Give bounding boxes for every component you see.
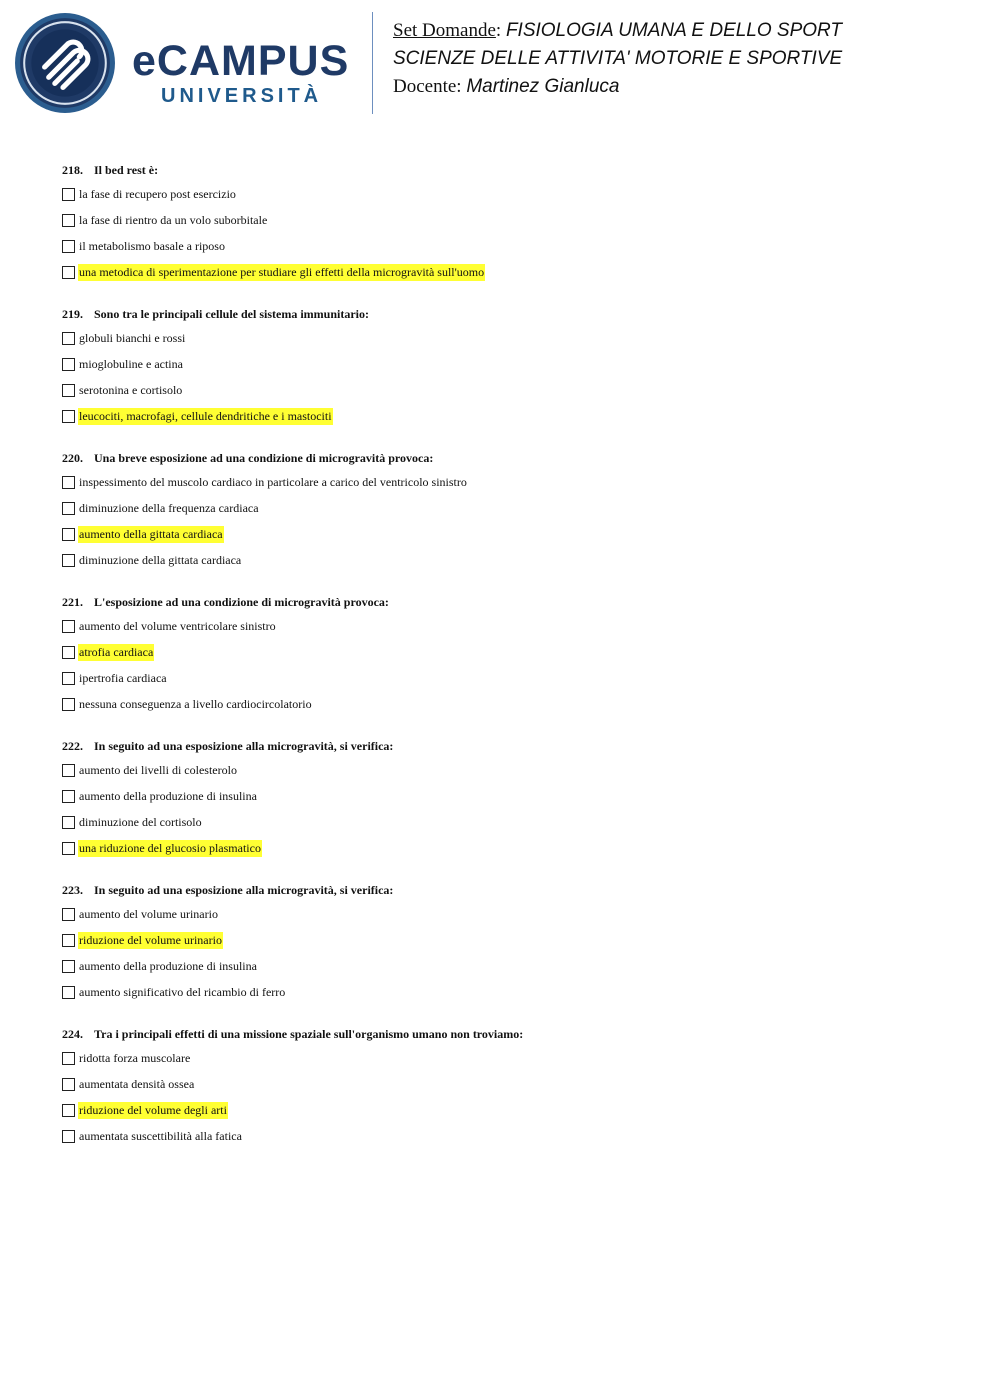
university-seal-icon bbox=[14, 12, 116, 114]
question-block bbox=[62, 735, 942, 861]
option-text: aumento della gittata cardiaca bbox=[79, 526, 223, 541]
option-text: il metabolismo basale a riposo bbox=[79, 238, 225, 253]
checkbox-icon[interactable] bbox=[62, 188, 75, 201]
answer-option[interactable] bbox=[62, 469, 942, 495]
checkbox-icon[interactable] bbox=[62, 476, 75, 489]
checkbox-icon[interactable] bbox=[62, 502, 75, 515]
question-block bbox=[62, 159, 942, 285]
question-title bbox=[62, 159, 942, 181]
checkbox-icon[interactable] bbox=[62, 908, 75, 921]
answer-option[interactable] bbox=[62, 783, 942, 809]
question-text: Una breve esposizione ad una condizione di microgravità provoca: bbox=[94, 451, 434, 465]
universita-wordmark: UNIVERSITÀ bbox=[161, 85, 323, 107]
question-list bbox=[62, 159, 942, 1167]
answer-option[interactable] bbox=[62, 1071, 942, 1097]
answer-option[interactable] bbox=[62, 809, 942, 835]
degree-title: SCIENZE DELLE ATTIVITA' MOTORIE E SPORTIVE bbox=[393, 48, 843, 69]
question-text: Il bed rest è: bbox=[94, 163, 159, 177]
checkbox-icon[interactable] bbox=[62, 790, 75, 803]
checkbox-icon[interactable] bbox=[62, 266, 75, 279]
answer-option[interactable] bbox=[62, 325, 942, 351]
option-text: ipertrofia cardiaca bbox=[79, 670, 167, 685]
answer-option-correct[interactable] bbox=[62, 403, 942, 429]
question-text: In seguito ad una esposizione alla microgravità, si verifica: bbox=[94, 739, 394, 753]
teacher-name: Martinez Gianluca bbox=[466, 76, 620, 97]
answer-option[interactable] bbox=[62, 1045, 942, 1071]
checkbox-icon[interactable] bbox=[62, 214, 75, 227]
option-text: la fase di recupero post esercizio bbox=[79, 186, 236, 201]
option-text: diminuzione della gittata cardiaca bbox=[79, 552, 242, 567]
answer-option-correct[interactable] bbox=[62, 927, 942, 953]
answer-option-correct[interactable] bbox=[62, 835, 942, 861]
ecampus-wordmark: eCAMPUS bbox=[132, 37, 350, 85]
course-title: FISIOLOGIA UMANA E DELLO SPORT bbox=[505, 20, 843, 41]
option-text: mioglobuline e actina bbox=[79, 356, 183, 371]
question-number: 220. bbox=[62, 451, 83, 465]
answer-option[interactable] bbox=[62, 665, 942, 691]
question-title bbox=[62, 303, 942, 325]
checkbox-icon[interactable] bbox=[62, 842, 75, 855]
checkbox-icon[interactable] bbox=[62, 960, 75, 973]
option-text: inspessimento del muscolo cardiaco in particolare a carico del ventricolo sinistro bbox=[79, 474, 467, 489]
question-title bbox=[62, 1023, 942, 1045]
question-number: 219. bbox=[62, 307, 83, 321]
checkbox-icon[interactable] bbox=[62, 620, 75, 633]
answer-option-correct[interactable] bbox=[62, 639, 942, 665]
set-label: Set Domande bbox=[393, 20, 496, 41]
checkbox-icon[interactable] bbox=[62, 384, 75, 397]
checkbox-icon[interactable] bbox=[62, 332, 75, 345]
answer-option[interactable] bbox=[62, 979, 942, 1005]
question-text: Sono tra le principali cellule del sistema immunitario: bbox=[94, 307, 369, 321]
option-text: aumento del volume urinario bbox=[79, 906, 218, 921]
set-title-line: Set Domande: FISIOLOGIA UMANA E DELLO SPORT bbox=[393, 20, 843, 41]
checkbox-icon[interactable] bbox=[62, 764, 75, 777]
question-number: 218. bbox=[62, 163, 83, 177]
answer-option[interactable] bbox=[62, 691, 942, 717]
checkbox-icon[interactable] bbox=[62, 528, 75, 541]
teacher-line bbox=[393, 75, 619, 99]
question-block bbox=[62, 879, 942, 1005]
question-number: 222. bbox=[62, 739, 83, 753]
option-text: atrofia cardiaca bbox=[79, 644, 154, 659]
answer-option[interactable] bbox=[62, 1123, 942, 1149]
header-divider bbox=[372, 12, 373, 114]
answer-option[interactable] bbox=[62, 953, 942, 979]
answer-option-correct[interactable] bbox=[62, 521, 942, 547]
answer-option[interactable] bbox=[62, 757, 942, 783]
checkbox-icon[interactable] bbox=[62, 240, 75, 253]
option-text: ridotta forza muscolare bbox=[79, 1050, 191, 1065]
option-text: aumento significativo del ricambio di ferro bbox=[79, 984, 286, 999]
option-text: una metodica di sperimentazione per studiare gli effetti della microgravità sull'uomo bbox=[79, 264, 485, 279]
option-text: aumento della produzione di insulina bbox=[79, 788, 257, 803]
answer-option[interactable] bbox=[62, 207, 942, 233]
answer-option[interactable] bbox=[62, 495, 942, 521]
answer-option[interactable] bbox=[62, 181, 942, 207]
checkbox-icon[interactable] bbox=[62, 410, 75, 423]
option-text: riduzione del volume degli arti bbox=[79, 1102, 227, 1117]
question-block bbox=[62, 447, 942, 573]
option-text: riduzione del volume urinario bbox=[79, 932, 222, 947]
question-block bbox=[62, 1023, 942, 1149]
checkbox-icon[interactable] bbox=[62, 358, 75, 371]
answer-option[interactable] bbox=[62, 233, 942, 259]
question-title bbox=[62, 447, 942, 469]
question-block bbox=[62, 591, 942, 717]
checkbox-icon[interactable] bbox=[62, 934, 75, 947]
question-text: In seguito ad una esposizione alla microgravità, si verifica: bbox=[94, 883, 394, 897]
question-number: 224. bbox=[62, 1027, 83, 1041]
option-text: la fase di rientro da un volo suborbitale bbox=[79, 212, 268, 227]
option-text: una riduzione del glucosio plasmatico bbox=[79, 840, 261, 855]
checkbox-icon[interactable] bbox=[62, 986, 75, 999]
checkbox-icon[interactable] bbox=[62, 1130, 75, 1143]
degree-line bbox=[393, 47, 842, 71]
answer-option-correct[interactable] bbox=[62, 259, 942, 285]
answer-option-correct[interactable] bbox=[62, 1097, 942, 1123]
checkbox-icon[interactable] bbox=[62, 554, 75, 567]
checkbox-icon[interactable] bbox=[62, 816, 75, 829]
question-number: 221. bbox=[62, 595, 83, 609]
question-title bbox=[62, 735, 942, 757]
question-block bbox=[62, 303, 942, 429]
option-text: serotonina e cortisolo bbox=[79, 382, 183, 397]
option-text: diminuzione del cortisolo bbox=[79, 814, 202, 829]
option-text: globuli bianchi e rossi bbox=[79, 330, 186, 345]
question-title bbox=[62, 591, 942, 613]
option-text: aumentata densità ossea bbox=[79, 1076, 195, 1091]
question-title bbox=[62, 879, 942, 901]
checkbox-icon[interactable] bbox=[62, 1052, 75, 1065]
checkbox-icon[interactable] bbox=[62, 1104, 75, 1117]
page-header bbox=[0, 0, 1000, 130]
option-text: aumento della produzione di insulina bbox=[79, 958, 257, 973]
checkbox-icon[interactable] bbox=[62, 646, 75, 659]
answer-option[interactable] bbox=[62, 351, 942, 377]
answer-option[interactable] bbox=[62, 613, 942, 639]
question-text: L'esposizione ad una condizione di microgravità provoca: bbox=[94, 595, 389, 609]
option-text: aumento dei livelli di colesterolo bbox=[79, 762, 237, 777]
option-text: leucociti, macrofagi, cellule dendritiche e i mastociti bbox=[79, 408, 332, 423]
checkbox-icon[interactable] bbox=[62, 698, 75, 711]
option-text: nessuna conseguenza a livello cardiocircolatorio bbox=[79, 696, 312, 711]
question-text: Tra i principali effetti di una missione spaziale sull'organismo umano non troviamo: bbox=[94, 1027, 524, 1041]
option-text: diminuzione della frequenza cardiaca bbox=[79, 500, 259, 515]
option-text: aumento del volume ventricolare sinistro bbox=[79, 618, 276, 633]
answer-option[interactable] bbox=[62, 377, 942, 403]
option-text: aumentata suscettibilità alla fatica bbox=[79, 1128, 242, 1143]
answer-option[interactable] bbox=[62, 547, 942, 573]
checkbox-icon[interactable] bbox=[62, 672, 75, 685]
question-number: 223. bbox=[62, 883, 83, 897]
teacher-label: Docente: bbox=[393, 76, 462, 97]
answer-option[interactable] bbox=[62, 901, 942, 927]
checkbox-icon[interactable] bbox=[62, 1078, 75, 1091]
